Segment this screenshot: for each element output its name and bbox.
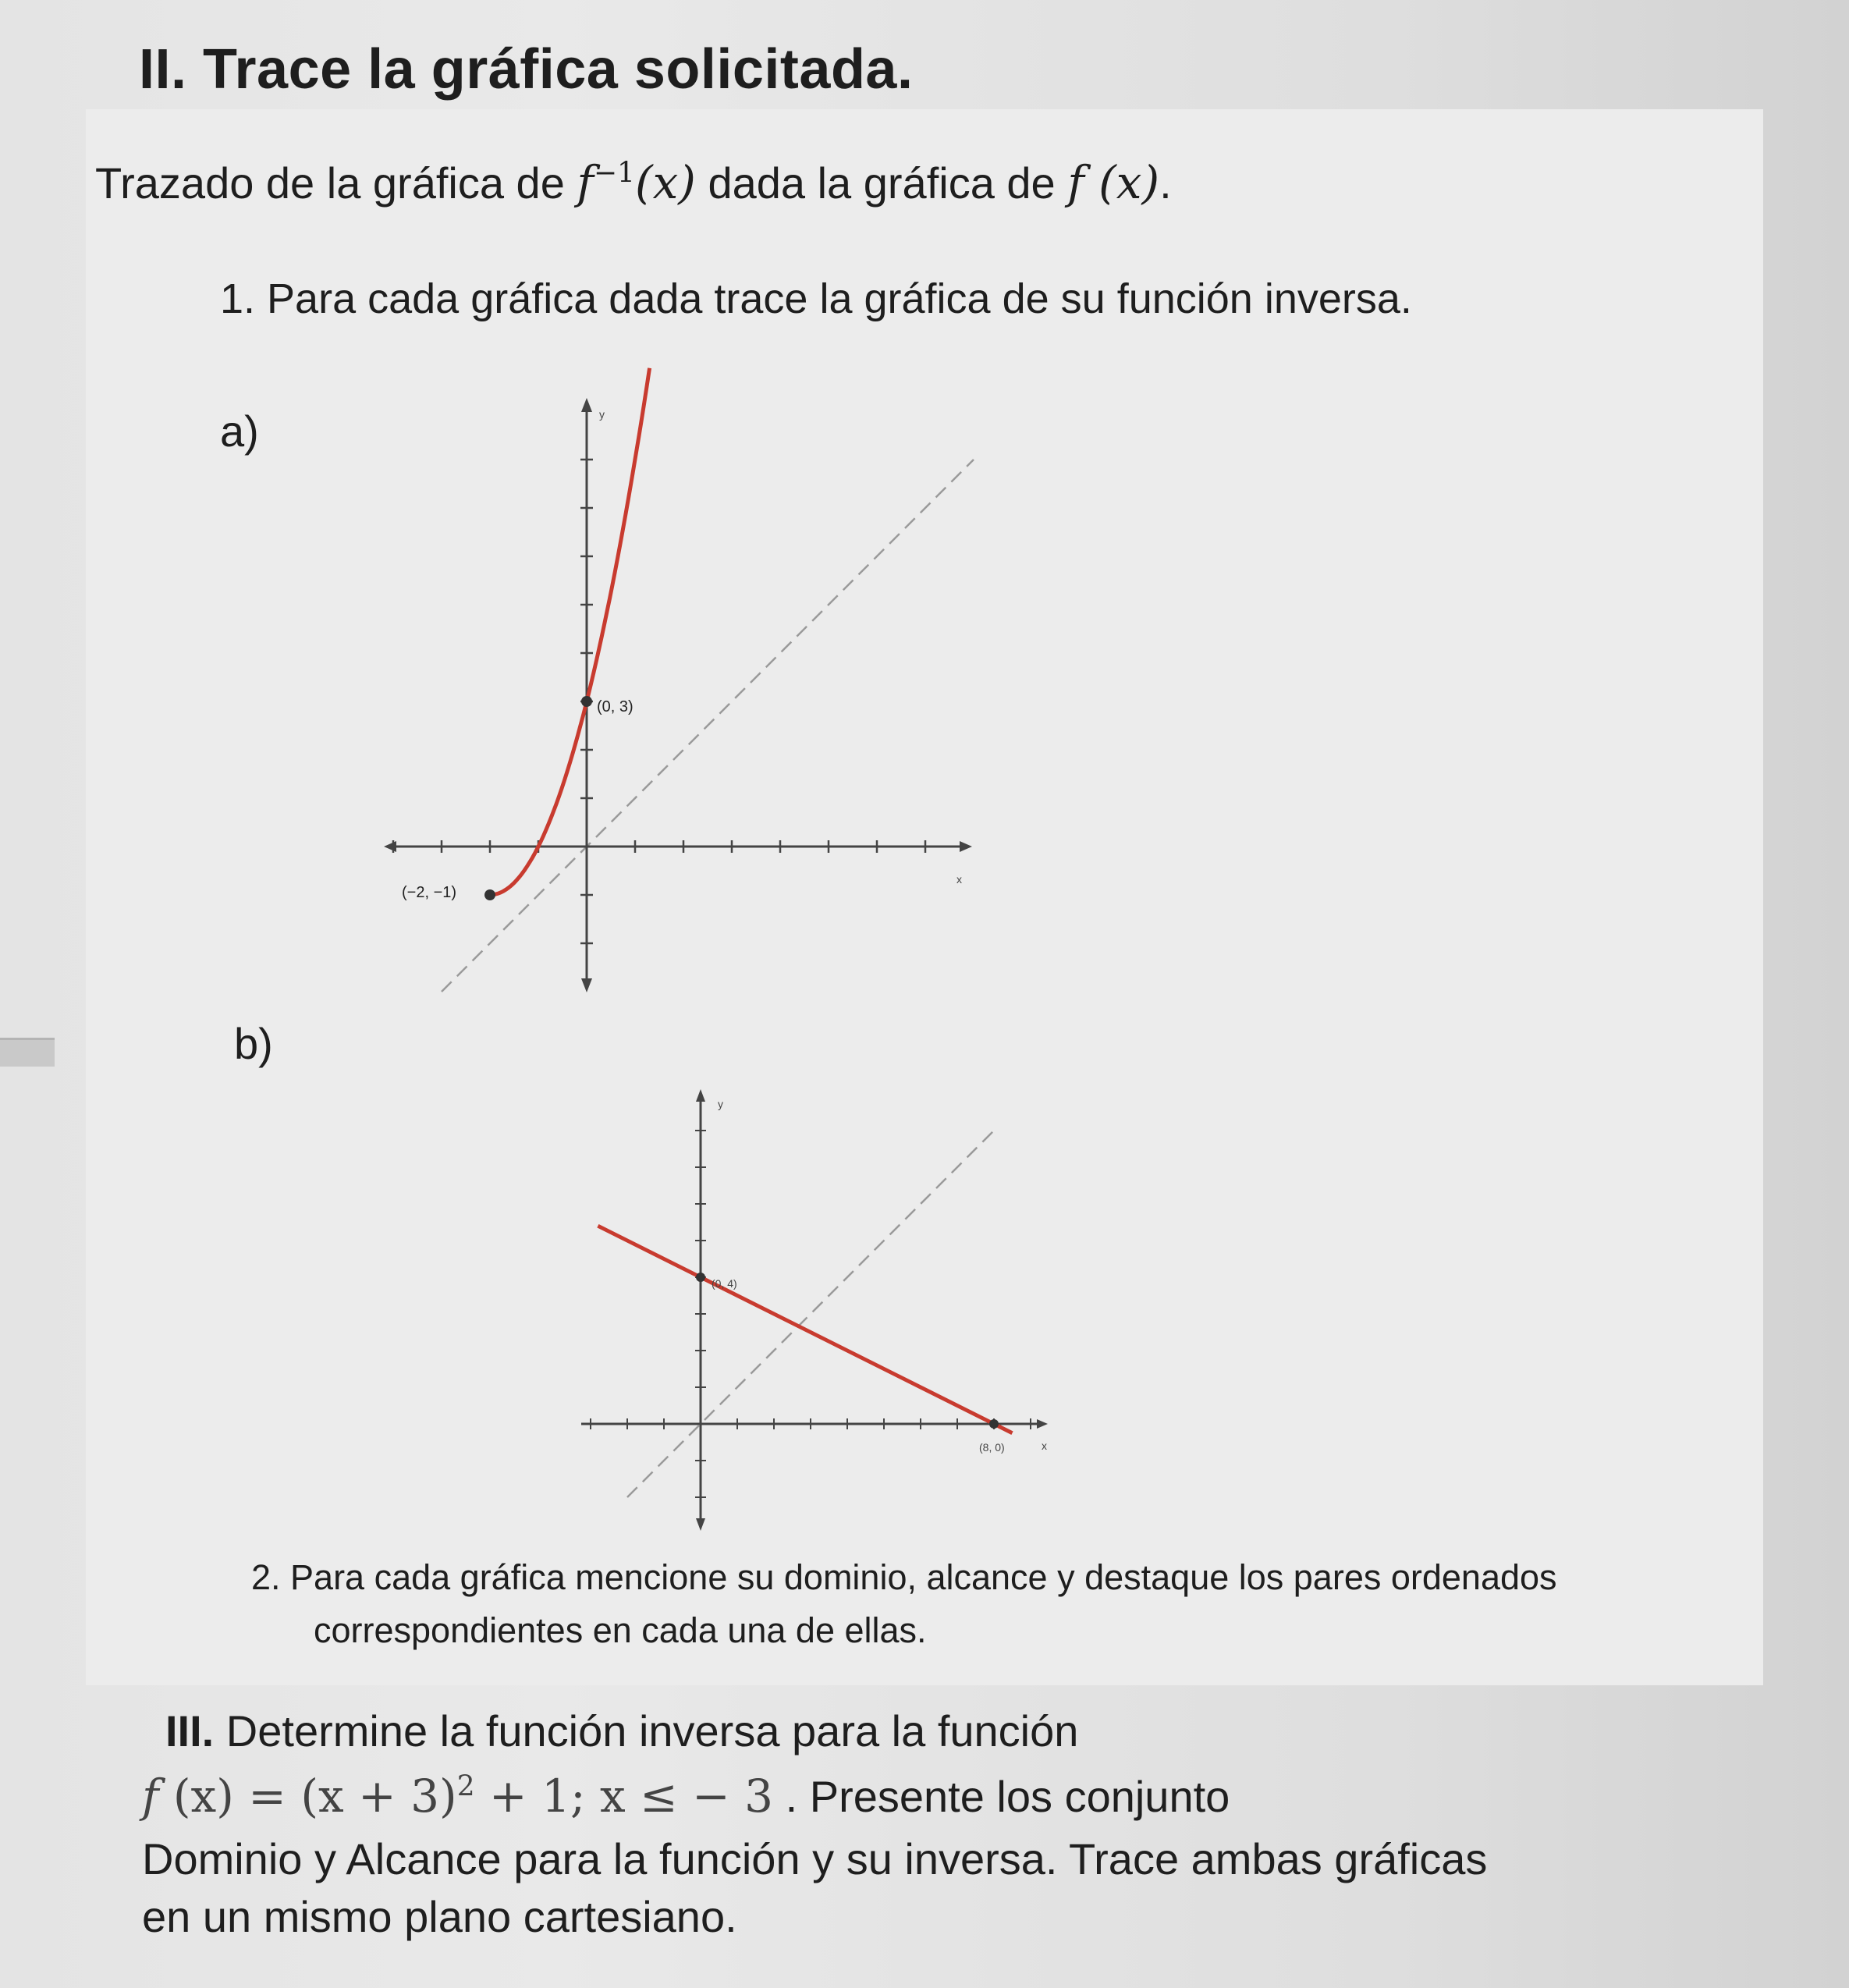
intro-fx: f (x) xyxy=(1067,156,1160,209)
graph-b-point2-label: (8, 0) xyxy=(979,1441,1005,1454)
formula-sup: 2 xyxy=(456,1770,475,1803)
intro-end: . xyxy=(1159,158,1172,208)
graph-b-point-0-4 xyxy=(696,1273,705,1282)
graph-b-y-arrow-up xyxy=(696,1089,705,1102)
graph-b-x-label: x xyxy=(1042,1440,1047,1452)
section-ii-title: II. Trace la gráfica solicitada. xyxy=(139,38,914,101)
section-iii-line-3: Dominio y Alcance para la función y su inversa. Trace ambas gráficas xyxy=(142,1834,1488,1883)
intro-prefix: Trazado de la gráfica de xyxy=(95,158,577,208)
part-a-label: a) xyxy=(220,406,259,456)
graph-b-point-8-0 xyxy=(989,1419,999,1429)
graph-b-line xyxy=(598,1226,1012,1433)
section-iii-number: III. xyxy=(165,1706,215,1755)
intro-middle: dada la gráfica de xyxy=(695,158,1068,208)
graph-a-y-label: y xyxy=(599,408,605,421)
graph-b-y-arrow-down xyxy=(696,1518,705,1531)
graph-a-point1-label: (0, 3) xyxy=(597,698,633,715)
graph-b-dashed-reference xyxy=(627,1131,994,1497)
section-iii-line-2 xyxy=(142,1770,1230,1823)
item-1: 1. Para cada gráfica dada trace la gráfica de su función inversa. xyxy=(220,275,1412,322)
intro-sup: −1 xyxy=(593,157,635,190)
formula-end: + 1; x ≤ − 3 xyxy=(474,1770,774,1823)
section-iii-line-1 xyxy=(165,1706,1078,1756)
formula-f: f xyxy=(142,1770,159,1823)
section-iii-line-4: en un mismo plano cartesiano. xyxy=(142,1892,737,1941)
formula-mid: (x) = (x + 3) xyxy=(158,1770,457,1823)
section-iii-text: Determine la función inversa para la función xyxy=(214,1706,1079,1755)
graph-b-point1-label: (0, 4) xyxy=(712,1277,737,1290)
graph-a-x-label: x xyxy=(956,873,962,886)
part-b-label: b) xyxy=(234,1019,273,1068)
graph-b-x-arrow-right xyxy=(1037,1419,1048,1429)
graph-b-y-label: y xyxy=(718,1098,723,1110)
item-2-line-1: 2. Para cada gráfica mencione su dominio, alcance y destaque los pares ordenados xyxy=(251,1557,1557,1597)
graph-a-point2-label: (−2, −1) xyxy=(402,884,457,901)
section-iii-line-2-text: . Presente los conjunto xyxy=(773,1772,1230,1821)
graph-b-ticks xyxy=(591,1131,1031,1497)
item-2-line-2: correspondientes en cada una de ellas. xyxy=(314,1610,927,1650)
intro-arg: (x) xyxy=(634,156,696,209)
intro-f: f xyxy=(577,156,594,209)
